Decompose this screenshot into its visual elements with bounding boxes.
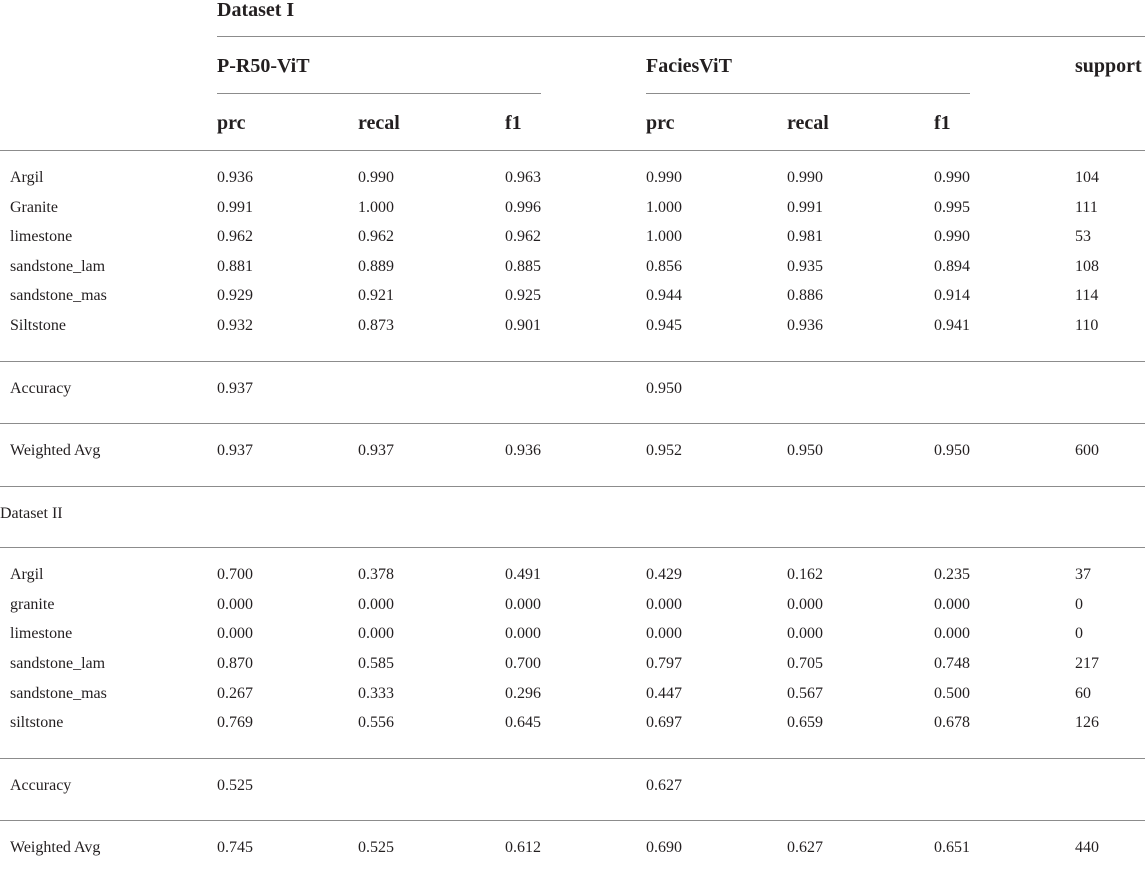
table-cell: 0.936 <box>217 169 253 186</box>
table-cell: 0.962 <box>358 228 394 245</box>
metric-header-prc: prc <box>217 112 246 134</box>
table-cell: 0.856 <box>646 258 682 275</box>
table-cell: 0.769 <box>217 714 253 731</box>
metric-header-f1: f1 <box>934 112 951 134</box>
table-cell: 0.937 <box>217 442 253 459</box>
table-cell: 0.936 <box>505 442 541 459</box>
table-cell: 0.556 <box>358 714 394 731</box>
table-cell: 0.000 <box>646 625 682 642</box>
table-cell: 0.894 <box>934 258 970 275</box>
table-cell: 0.996 <box>505 199 541 216</box>
table-cell: 104 <box>1075 169 1099 186</box>
table-cell: 0.491 <box>505 566 541 583</box>
table-cell: 0.627 <box>787 839 823 856</box>
row-label: Argil <box>10 169 44 186</box>
table-cell: 53 <box>1075 228 1091 245</box>
table-cell: 0.941 <box>934 317 970 334</box>
table-cell: 0.963 <box>505 169 541 186</box>
table-cell: 126 <box>1075 714 1099 731</box>
table-cell: 0.378 <box>358 566 394 583</box>
table-cell: 0.885 <box>505 258 541 275</box>
table-cell: 0.000 <box>934 625 970 642</box>
table-cell: 0.429 <box>646 566 682 583</box>
table-cell: 0.935 <box>787 258 823 275</box>
table-cell: 0.000 <box>358 625 394 642</box>
table-cell: 0.936 <box>787 317 823 334</box>
table-cell: 0.991 <box>217 199 253 216</box>
table-cell: 0.447 <box>646 685 682 702</box>
table-cell: 37 <box>1075 566 1091 583</box>
metric-header-recal: recal <box>358 112 400 134</box>
table-cell: 0.873 <box>358 317 394 334</box>
table-cell: 0.700 <box>505 655 541 672</box>
table-cell: 1.000 <box>646 199 682 216</box>
table-cell: 0 <box>1075 596 1083 613</box>
table-cell: 0.745 <box>217 839 253 856</box>
table-cell: 0.952 <box>646 442 682 459</box>
support-header: support <box>1075 55 1142 77</box>
model2-underline <box>646 93 970 94</box>
table-cell: 0.500 <box>934 685 970 702</box>
table-cell: 0.162 <box>787 566 823 583</box>
table-cell: 0.914 <box>934 287 970 304</box>
table-cell: 0.000 <box>787 596 823 613</box>
metric-header-f1: f1 <box>505 112 522 134</box>
model-faciesvit-header: FaciesViT <box>646 55 732 77</box>
table-cell: 0.990 <box>358 169 394 186</box>
metric-header-prc: prc <box>646 112 675 134</box>
table-cell: 108 <box>1075 258 1099 275</box>
table-cell: 0.944 <box>646 287 682 304</box>
row-label: Siltstone <box>10 317 67 334</box>
table-cell: 0.690 <box>646 839 682 856</box>
section-rule <box>0 758 1145 759</box>
table-cell: 0.950 <box>934 442 970 459</box>
table-cell: 0.000 <box>934 596 970 613</box>
section-rule <box>0 361 1145 362</box>
table-cell: 1.000 <box>646 228 682 245</box>
table-cell: 0.932 <box>217 317 253 334</box>
metric-header-recal: recal <box>787 112 829 134</box>
table-cell: 0.990 <box>787 169 823 186</box>
table-cell: 0.990 <box>934 228 970 245</box>
table-cell: 0.645 <box>505 714 541 731</box>
model-p-r50-vit-header: P-R50-ViT <box>217 55 310 77</box>
table-cell: 0.950 <box>787 442 823 459</box>
table-cell: 0.921 <box>358 287 394 304</box>
table-cell: 0.000 <box>646 596 682 613</box>
table-cell: 0.659 <box>787 714 823 731</box>
row-label: sandstone_mas <box>10 685 107 702</box>
table-cell: 0.962 <box>505 228 541 245</box>
table-cell: 0.000 <box>505 596 541 613</box>
dataset-1-title: Dataset I <box>217 0 295 21</box>
table-cell: 0.925 <box>505 287 541 304</box>
table-cell: 0.612 <box>505 839 541 856</box>
table-cell: 0.235 <box>934 566 970 583</box>
row-label: Accuracy <box>10 380 72 397</box>
table-cell: 60 <box>1075 685 1091 702</box>
table-cell: 0.627 <box>646 777 682 794</box>
table-cell: 0.889 <box>358 258 394 275</box>
table-cell: 0.296 <box>505 685 541 702</box>
table-cell: 0.267 <box>217 685 253 702</box>
table-cell: 0.705 <box>787 655 823 672</box>
table-cell: 0.990 <box>646 169 682 186</box>
header-rule-top <box>217 36 1145 37</box>
table-cell: 0.567 <box>787 685 823 702</box>
table-cell: 0.950 <box>646 380 682 397</box>
table-cell: 0.000 <box>787 625 823 642</box>
table-cell: 111 <box>1075 199 1098 216</box>
table-cell: 0.697 <box>646 714 682 731</box>
table-cell: 114 <box>1075 287 1099 304</box>
table-cell: 0.886 <box>787 287 823 304</box>
table-cell: 0.525 <box>217 777 253 794</box>
table-cell: 0.585 <box>358 655 394 672</box>
table-cell: 0.991 <box>787 199 823 216</box>
table-cell: 0.525 <box>358 839 394 856</box>
table-cell: 0.962 <box>217 228 253 245</box>
table-cell: 0.990 <box>934 169 970 186</box>
row-label: siltstone <box>10 714 64 731</box>
row-label: granite <box>10 596 55 613</box>
table-cell: 0.945 <box>646 317 682 334</box>
table-cell: 0.000 <box>505 625 541 642</box>
section-rule <box>0 547 1145 548</box>
table-cell: 0.937 <box>217 380 253 397</box>
row-label: sandstone_lam <box>10 258 106 275</box>
table-cell: 0.000 <box>217 625 253 642</box>
row-label: Argil <box>10 566 44 583</box>
table-cell: 0.651 <box>934 839 970 856</box>
row-label: Accuracy <box>10 777 72 794</box>
table-cell: 0.797 <box>646 655 682 672</box>
table-cell: 110 <box>1075 317 1099 334</box>
table-cell: 0.929 <box>217 287 253 304</box>
row-label: Granite <box>10 199 58 216</box>
table-cell: 1.000 <box>358 199 394 216</box>
table-cell: 0.901 <box>505 317 541 334</box>
table-cell: 0.678 <box>934 714 970 731</box>
row-label: Weighted Avg <box>10 442 101 459</box>
table-cell: 0.881 <box>217 258 253 275</box>
table-cell: 0.748 <box>934 655 970 672</box>
table-cell: 0.937 <box>358 442 394 459</box>
dataset-2-title: Dataset II <box>0 505 63 522</box>
table-cell: 0 <box>1075 625 1083 642</box>
row-label: sandstone_mas <box>10 287 107 304</box>
row-label: Weighted Avg <box>10 839 101 856</box>
table-cell: 600 <box>1075 442 1099 459</box>
table-cell: 0.981 <box>787 228 823 245</box>
header-rule-bottom <box>0 150 1145 151</box>
row-label: limestone <box>10 228 73 245</box>
row-label: sandstone_lam <box>10 655 106 672</box>
table-cell: 0.995 <box>934 199 970 216</box>
table-cell: 0.333 <box>358 685 394 702</box>
model1-underline <box>217 93 541 94</box>
section-rule <box>0 423 1145 424</box>
section-rule <box>0 820 1145 821</box>
table-cell: 0.870 <box>217 655 253 672</box>
table-cell: 440 <box>1075 839 1099 856</box>
table-cell: 0.000 <box>358 596 394 613</box>
row-label: limestone <box>10 625 73 642</box>
table-cell: 217 <box>1075 655 1099 672</box>
table-cell: 0.000 <box>217 596 253 613</box>
section-rule <box>0 486 1145 487</box>
table-cell: 0.700 <box>217 566 253 583</box>
